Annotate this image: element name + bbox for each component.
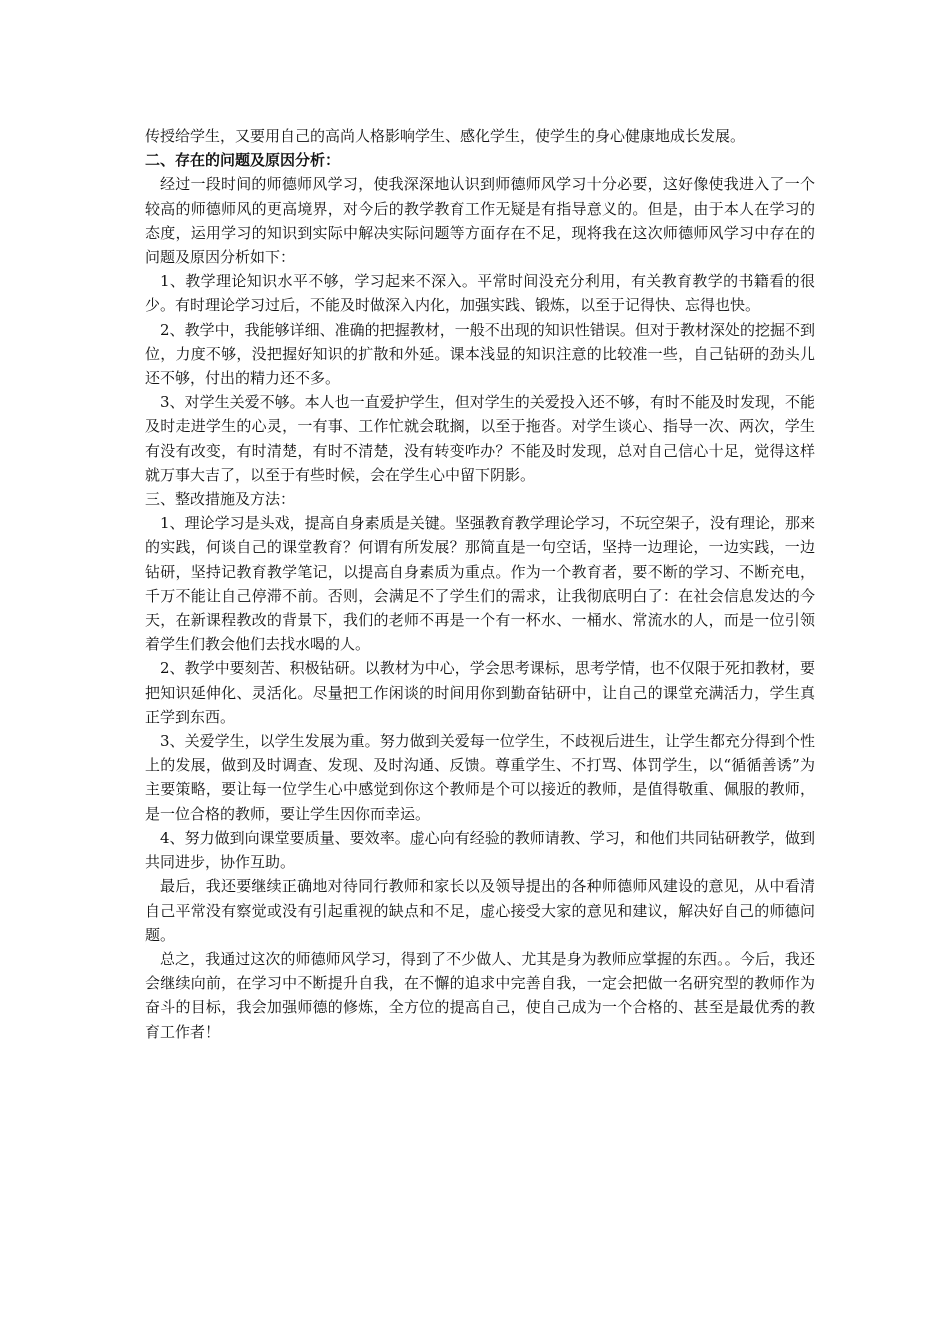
paragraph-intro: 经过一段时间的师德师风学习，使我深深地认识到师德师风学习十分必要，这好像使我进入了一个较高的师德师风的更高境界，对今后的教学教育工作无疑是有指导意义的。但是，由于本人在学习的态度，运用学习的知识到实际中解决实际问题等方面存在不足，现将我在这次师德师风学习中存在的问题及原因分析如下： (145, 175, 815, 267)
paragraph-conclusion: 总之，我通过这次的师德师风学习，得到了不少做人、尤其是身为教师应掌握的东西。。今后，我还会继续向前，在学习中不断提升自我，在不懈的追求中完善自我，一定会把做一名研究型的教师作为奋斗的目标，我会加强师德的修炼，全方位的提高自己，使自己成为一个合格的、甚至是最优秀的教育工作者！ (145, 949, 815, 1041)
paragraph-measure-1: 1、理论学习是头戏，提高自身素质是关键。坚强教育教学理论学习，不玩空架子，没有理论，那来的实践，何谈自己的课堂教育？何谓有所发展？那简直是一句空话，坚持一边理论，一边实践，一边钻研，坚持记教育教学笔记，以提高自身素质为重点。作为一个教育者，要不断的学习、不断充电，千万不能让自己停滞不前。否则，会满足不了学生们的需求，让我彻底明白了：在社会信息发达的今天，在新课程教改的背景下，我们的老师不再是一个有一杯水、一桶水、常流水的人，而是一位引领着学生们教会他们去找水喝的人。 (145, 514, 815, 654)
paragraph-measure-4: 4、努力做到向课堂要质量、要效率。虚心向有经验的教师请教、学习，和他们共同钻研教学，做到共同进步，协作互助。 (145, 828, 815, 872)
section-heading-problems: 二、存在的问题及原因分析： (145, 151, 341, 170)
paragraph-continued: 传授给学生，又要用自己的高尚人格影响学生、感化学生，使学生的身心健康地成长发展。 (145, 127, 746, 145)
paragraph-measure-3: 3、关爱学生，以学生发展为重。努力做到关爱每一位学生，不歧视后进生，让学生都充分得到个性上的发展，做到及时调查、发现、及时沟通、反馈。尊重学生、不打骂、体罚学生，以“循循善诱”为主要策略，要让每一位学生心中感觉到你这个教师是个可以接近的教师，是值得敬重、佩服的教师，是一位合格的教师，要让学生因你而幸运。 (145, 732, 815, 823)
paragraph-problem-2: 2、教学中，我能够详细、准确的把握教材，一般不出现的知识性错误。但对于教材深处的挖掘不到位，力度不够，没把握好知识的扩散和外延。课本浅显的知识注意的比较准一些，自己钻研的劲头儿还不够，付出的精力还不多。 (145, 320, 815, 388)
document-body (145, 124, 815, 1044)
paragraph-measure-2: 2、教学中要刻苦、积极钻研。以教材为中心，学会思考课标，思考学情，也不仅限于死扣教材，要把知识延伸化、灵活化。尽量把工作闲谈的时间用你到勤奋钻研中，让自己的课堂充满活力，学生真正学到东西。 (145, 659, 815, 726)
paragraph-finally: 最后，我还要继续正确地对待同行教师和家长以及领导提出的各种师德师风建设的意见，从中看清自己平常没有察觉或没有引起重视的缺点和不足，虚心接受大家的意见和建议，解决好自己的师德问题。 (145, 877, 815, 944)
paragraph-problem-3: 3、对学生关爱不够。本人也一直爱护学生，但对学生的关爱投入还不够，有时不能及时发现，不能及时走进学生的心灵，一有事、工作忙就会耽搁，以至于拖沓。对学生谈心、指导一次、两次，学生有没有改变，有时清楚，有时不清楚，没有转变咋办？不能及时发现，总对自己信心十足，觉得这样就万事大吉了，以至于有些时候，会在学生心中留下阴影。 (145, 393, 815, 484)
paragraph-problem-1: 1、教学理论知识水平不够，学习起来不深入。平常时间没充分利用，有关教育教学的书籍看的很少。有时理论学习过后，不能及时做深入内化，加强实践、锻炼，以至于记得快、忘得也快。 (145, 272, 815, 315)
section-heading-measures: 三、整改措施及方法： (145, 490, 296, 509)
